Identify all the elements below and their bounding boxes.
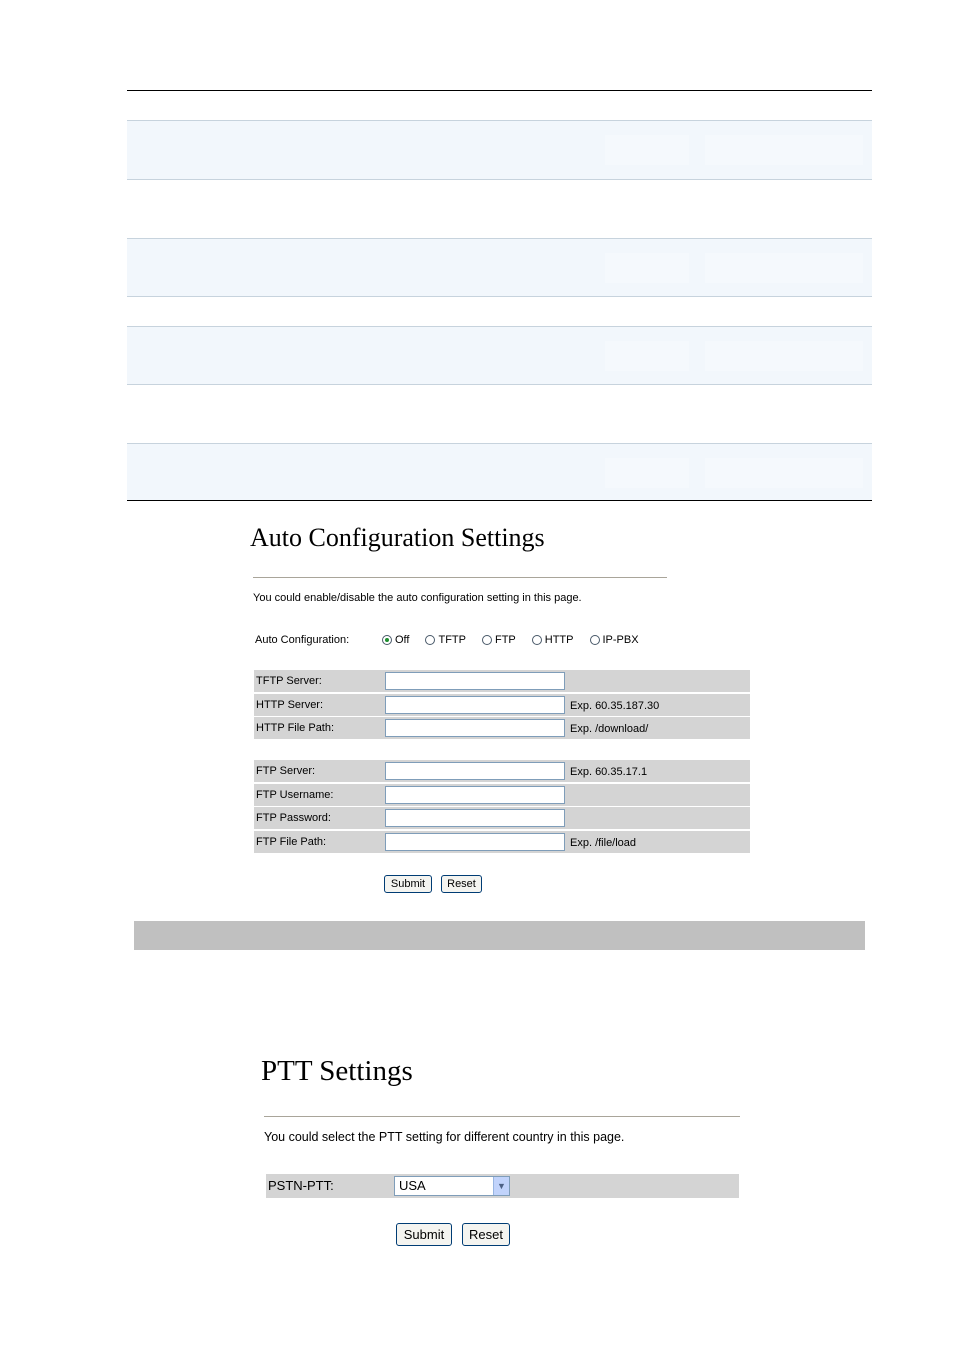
table-row — [127, 443, 872, 501]
radio-option-ip-pbx[interactable]: IP-PBX — [590, 634, 639, 646]
chevron-down-icon[interactable]: ▼ — [493, 1177, 509, 1195]
http-server-row — [254, 694, 750, 716]
http-file-path-input[interactable] — [385, 719, 565, 737]
table-cell — [605, 341, 689, 371]
ftp-file-path-input[interactable] — [385, 833, 565, 851]
section-gray-bar — [134, 921, 865, 950]
auto-config-mode-radios — [382, 634, 655, 646]
ftp-username-row — [254, 784, 750, 806]
tftp-server-input[interactable] — [385, 672, 565, 690]
tftp-server-row — [254, 670, 750, 692]
table-row — [127, 120, 872, 179]
field-label: FTP Username: — [254, 784, 377, 806]
table-row — [127, 179, 872, 238]
auto-config-submit-button[interactable]: Submit — [384, 875, 432, 893]
field-label: HTTP Server: — [254, 694, 377, 716]
pstn-ptt-row — [266, 1174, 739, 1198]
radio-option-http[interactable]: HTTP — [532, 634, 574, 646]
page-top-rule — [127, 90, 872, 91]
table-cell — [705, 253, 863, 283]
ftp-username-input[interactable] — [385, 786, 565, 804]
radio-unchecked-icon[interactable] — [532, 635, 542, 645]
radio-unchecked-icon[interactable] — [425, 635, 435, 645]
radio-checked-icon[interactable] — [382, 635, 392, 645]
auto-config-mode-label: Auto Configuration: — [255, 634, 350, 646]
radio-option-tftp[interactable]: TFTP — [425, 634, 466, 646]
title-divider — [253, 577, 667, 578]
table-row — [127, 326, 872, 384]
radio-unchecked-icon[interactable] — [482, 635, 492, 645]
table-cell — [705, 341, 863, 371]
table-bottom-rule — [127, 500, 872, 501]
ptt-submit-button[interactable]: Submit — [396, 1223, 452, 1246]
table-row — [127, 296, 872, 326]
field-label: FTP Password: — [254, 807, 377, 829]
pstn-ptt-label: PSTN-PTT: — [268, 1178, 334, 1193]
radio-unchecked-icon[interactable] — [590, 635, 600, 645]
title-divider — [264, 1116, 740, 1117]
ftp-file-path-row — [254, 831, 750, 853]
field-label: FTP Server: — [254, 760, 377, 782]
table-row — [127, 384, 872, 443]
ptt-title: PTT Settings — [261, 1055, 413, 1087]
table-cell — [605, 458, 689, 488]
table-row — [127, 238, 872, 296]
http-file-path-row — [254, 717, 750, 739]
ftp-server-input[interactable] — [385, 762, 565, 780]
field-label: FTP File Path: — [254, 831, 377, 853]
ftp-password-row — [254, 807, 750, 829]
radio-option-off[interactable]: Off — [382, 634, 409, 646]
field-label: HTTP File Path: — [254, 717, 377, 739]
field-label: TFTP Server: — [254, 670, 377, 692]
field-hint: Exp. 60.35.17.1 — [570, 766, 648, 778]
pstn-ptt-select[interactable] — [394, 1176, 510, 1196]
auto-config-description: You could enable/disable the auto configuration setting in this page. — [253, 592, 582, 604]
ptt-reset-button[interactable]: Reset — [462, 1223, 510, 1246]
ptt-description: You could select the PTT setting for different country in this page. — [264, 1130, 625, 1144]
pstn-ptt-selected-value: USA — [399, 1178, 426, 1193]
table-cell — [605, 253, 689, 283]
field-hint: Exp. 60.35.187.30 — [570, 700, 660, 712]
auto-config-title: Auto Configuration Settings — [250, 523, 545, 552]
http-server-input[interactable] — [385, 696, 565, 714]
auto-config-reset-button[interactable]: Reset — [441, 875, 482, 893]
table-cell — [705, 135, 863, 165]
table-cell — [705, 458, 863, 488]
field-hint: Exp. /download/ — [570, 723, 649, 735]
table-cell — [605, 135, 689, 165]
ftp-password-input[interactable] — [385, 809, 565, 827]
ftp-server-row — [254, 760, 750, 782]
radio-option-ftp[interactable]: FTP — [482, 634, 516, 646]
field-hint: Exp. /file/load — [570, 837, 637, 849]
